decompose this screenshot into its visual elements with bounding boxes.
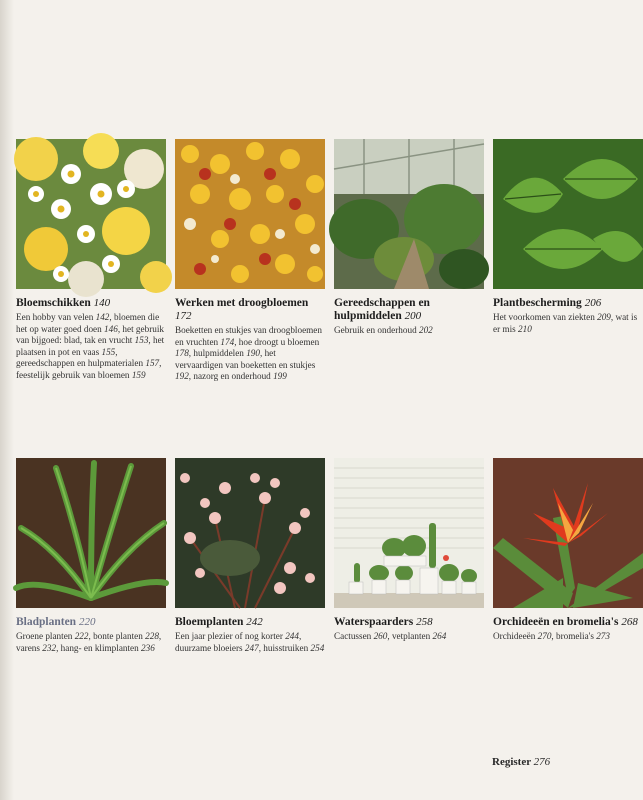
description-text: , het vervaardigen van boeketten en stukjes bbox=[175, 348, 316, 370]
page-number[interactable]: 228 bbox=[145, 631, 159, 641]
greenhouse-photo bbox=[334, 139, 484, 289]
page-number[interactable]: 178 bbox=[175, 348, 189, 359]
page-number[interactable]: 159 bbox=[131, 369, 146, 380]
section-description bbox=[334, 325, 484, 337]
page-number[interactable]: 236 bbox=[141, 642, 155, 653]
page-number[interactable]: 247 bbox=[244, 642, 259, 653]
section-droogbloemen[interactable] bbox=[175, 139, 325, 383]
section-title: Werken met droogbloemen 172 bbox=[175, 297, 309, 322]
description-text: , hoe droogt u bloemen bbox=[234, 336, 320, 347]
section-description bbox=[493, 631, 633, 643]
section-title: Bloemschikken 140 bbox=[16, 297, 111, 309]
description-text: , nazorg en onderhoud bbox=[188, 371, 274, 382]
description-text: Groene planten bbox=[16, 631, 75, 641]
section-title: Plantbescherming 206 bbox=[493, 297, 602, 309]
page-number[interactable]: 153 bbox=[134, 335, 149, 346]
section-description bbox=[493, 312, 643, 335]
section-title: Bloemplanten 242 bbox=[175, 616, 263, 628]
page-number[interactable]: 264 bbox=[432, 631, 447, 641]
page-number[interactable]: 210 bbox=[518, 323, 532, 334]
description-text: , gereedschappen en hulpmaterialen bbox=[16, 346, 146, 369]
section-waterspaarders[interactable] bbox=[334, 458, 484, 643]
description-text: , bloemen die het op water goed doen bbox=[16, 312, 160, 334]
page-number[interactable]: 199 bbox=[273, 371, 287, 382]
description-text: , wat is er mis bbox=[493, 312, 638, 334]
section-description bbox=[334, 631, 484, 643]
description-text: , bromelia's bbox=[551, 631, 597, 641]
description-text: , het gebruik van bijgoed: blad, tak en vrucht bbox=[16, 323, 164, 346]
description-text: , hulpmiddelen bbox=[188, 348, 247, 359]
description-text: , hang- en klimplanten bbox=[56, 642, 142, 653]
fern-photo bbox=[16, 458, 166, 608]
flower-arrangement-photo bbox=[16, 139, 166, 289]
description-text: , vetplanten bbox=[387, 631, 433, 641]
cactus-window-photo bbox=[334, 458, 484, 608]
page-number[interactable]: 174 bbox=[220, 336, 235, 347]
register-label: Register bbox=[492, 756, 531, 768]
page-number[interactable]: 157 bbox=[145, 358, 160, 369]
section-description bbox=[16, 631, 166, 654]
page-number[interactable]: 244 bbox=[285, 631, 299, 641]
description-text: , het plaatsen in pot en vaas bbox=[16, 335, 165, 357]
description-text: Een jaar plezier of nog korter bbox=[175, 631, 286, 641]
section-description bbox=[175, 631, 325, 654]
page-number[interactable]: 222 bbox=[74, 631, 89, 641]
plant-leaves-photo bbox=[493, 139, 643, 289]
description-text: Een hobby van velen bbox=[16, 312, 96, 322]
register-link[interactable] bbox=[492, 756, 550, 768]
section-gereedschappen[interactable] bbox=[334, 139, 484, 337]
description-text: , duurzame bloeiers bbox=[175, 631, 302, 653]
page-number[interactable]: 142 bbox=[95, 312, 110, 322]
page-number[interactable]: 273 bbox=[596, 631, 610, 641]
section-bloemschikken[interactable] bbox=[16, 139, 166, 382]
description-text: Gebruik en onderhoud bbox=[334, 325, 419, 335]
bromeliad-photo bbox=[493, 458, 633, 608]
description-text: , huisstruiken bbox=[258, 642, 311, 653]
section-description bbox=[16, 312, 166, 382]
section-plantbescherming[interactable] bbox=[493, 139, 643, 335]
description-text: , feestelijk gebruik van bloemen bbox=[16, 358, 162, 380]
page-number[interactable]: 270 bbox=[537, 631, 552, 641]
section-title: Waterspaarders 258 bbox=[334, 616, 433, 628]
dried-flowers-photo bbox=[175, 139, 325, 289]
page-number[interactable]: 202 bbox=[418, 325, 433, 335]
section-orchideeen[interactable] bbox=[493, 458, 638, 643]
page-number[interactable]: 155 bbox=[101, 346, 116, 357]
page-number[interactable]: 146 bbox=[104, 323, 118, 334]
description-text: Orchideeën bbox=[493, 631, 538, 641]
section-title: Bladplanten 220 bbox=[16, 616, 96, 628]
page-number[interactable]: 190 bbox=[246, 348, 260, 359]
section-title: Gereedschappen en hulpmiddelen 200 bbox=[334, 297, 430, 322]
begonia-photo bbox=[175, 458, 325, 608]
page-number[interactable]: 232 bbox=[42, 642, 57, 653]
section-bloemplanten[interactable] bbox=[175, 458, 325, 654]
description-text: Het voorkomen van ziekten bbox=[493, 312, 598, 322]
section-title: Orchideeën en bromelia's 268 bbox=[493, 616, 638, 628]
page-number[interactable]: 192 bbox=[175, 371, 189, 382]
register-page: 276 bbox=[533, 756, 551, 768]
section-bladplanten[interactable] bbox=[16, 458, 166, 654]
description-text: Boeketten en stukjes van droogbloemen en vruchten bbox=[175, 325, 322, 347]
page-number[interactable]: 209 bbox=[597, 312, 611, 322]
description-text: , bonte planten bbox=[88, 631, 146, 641]
page-number[interactable]: 254 bbox=[310, 642, 325, 653]
section-description bbox=[175, 325, 325, 383]
description-text: Cactussen bbox=[334, 631, 374, 641]
page-number[interactable]: 260 bbox=[373, 631, 388, 641]
description-text: , varens bbox=[16, 631, 162, 653]
page-binding-shadow bbox=[0, 0, 14, 800]
